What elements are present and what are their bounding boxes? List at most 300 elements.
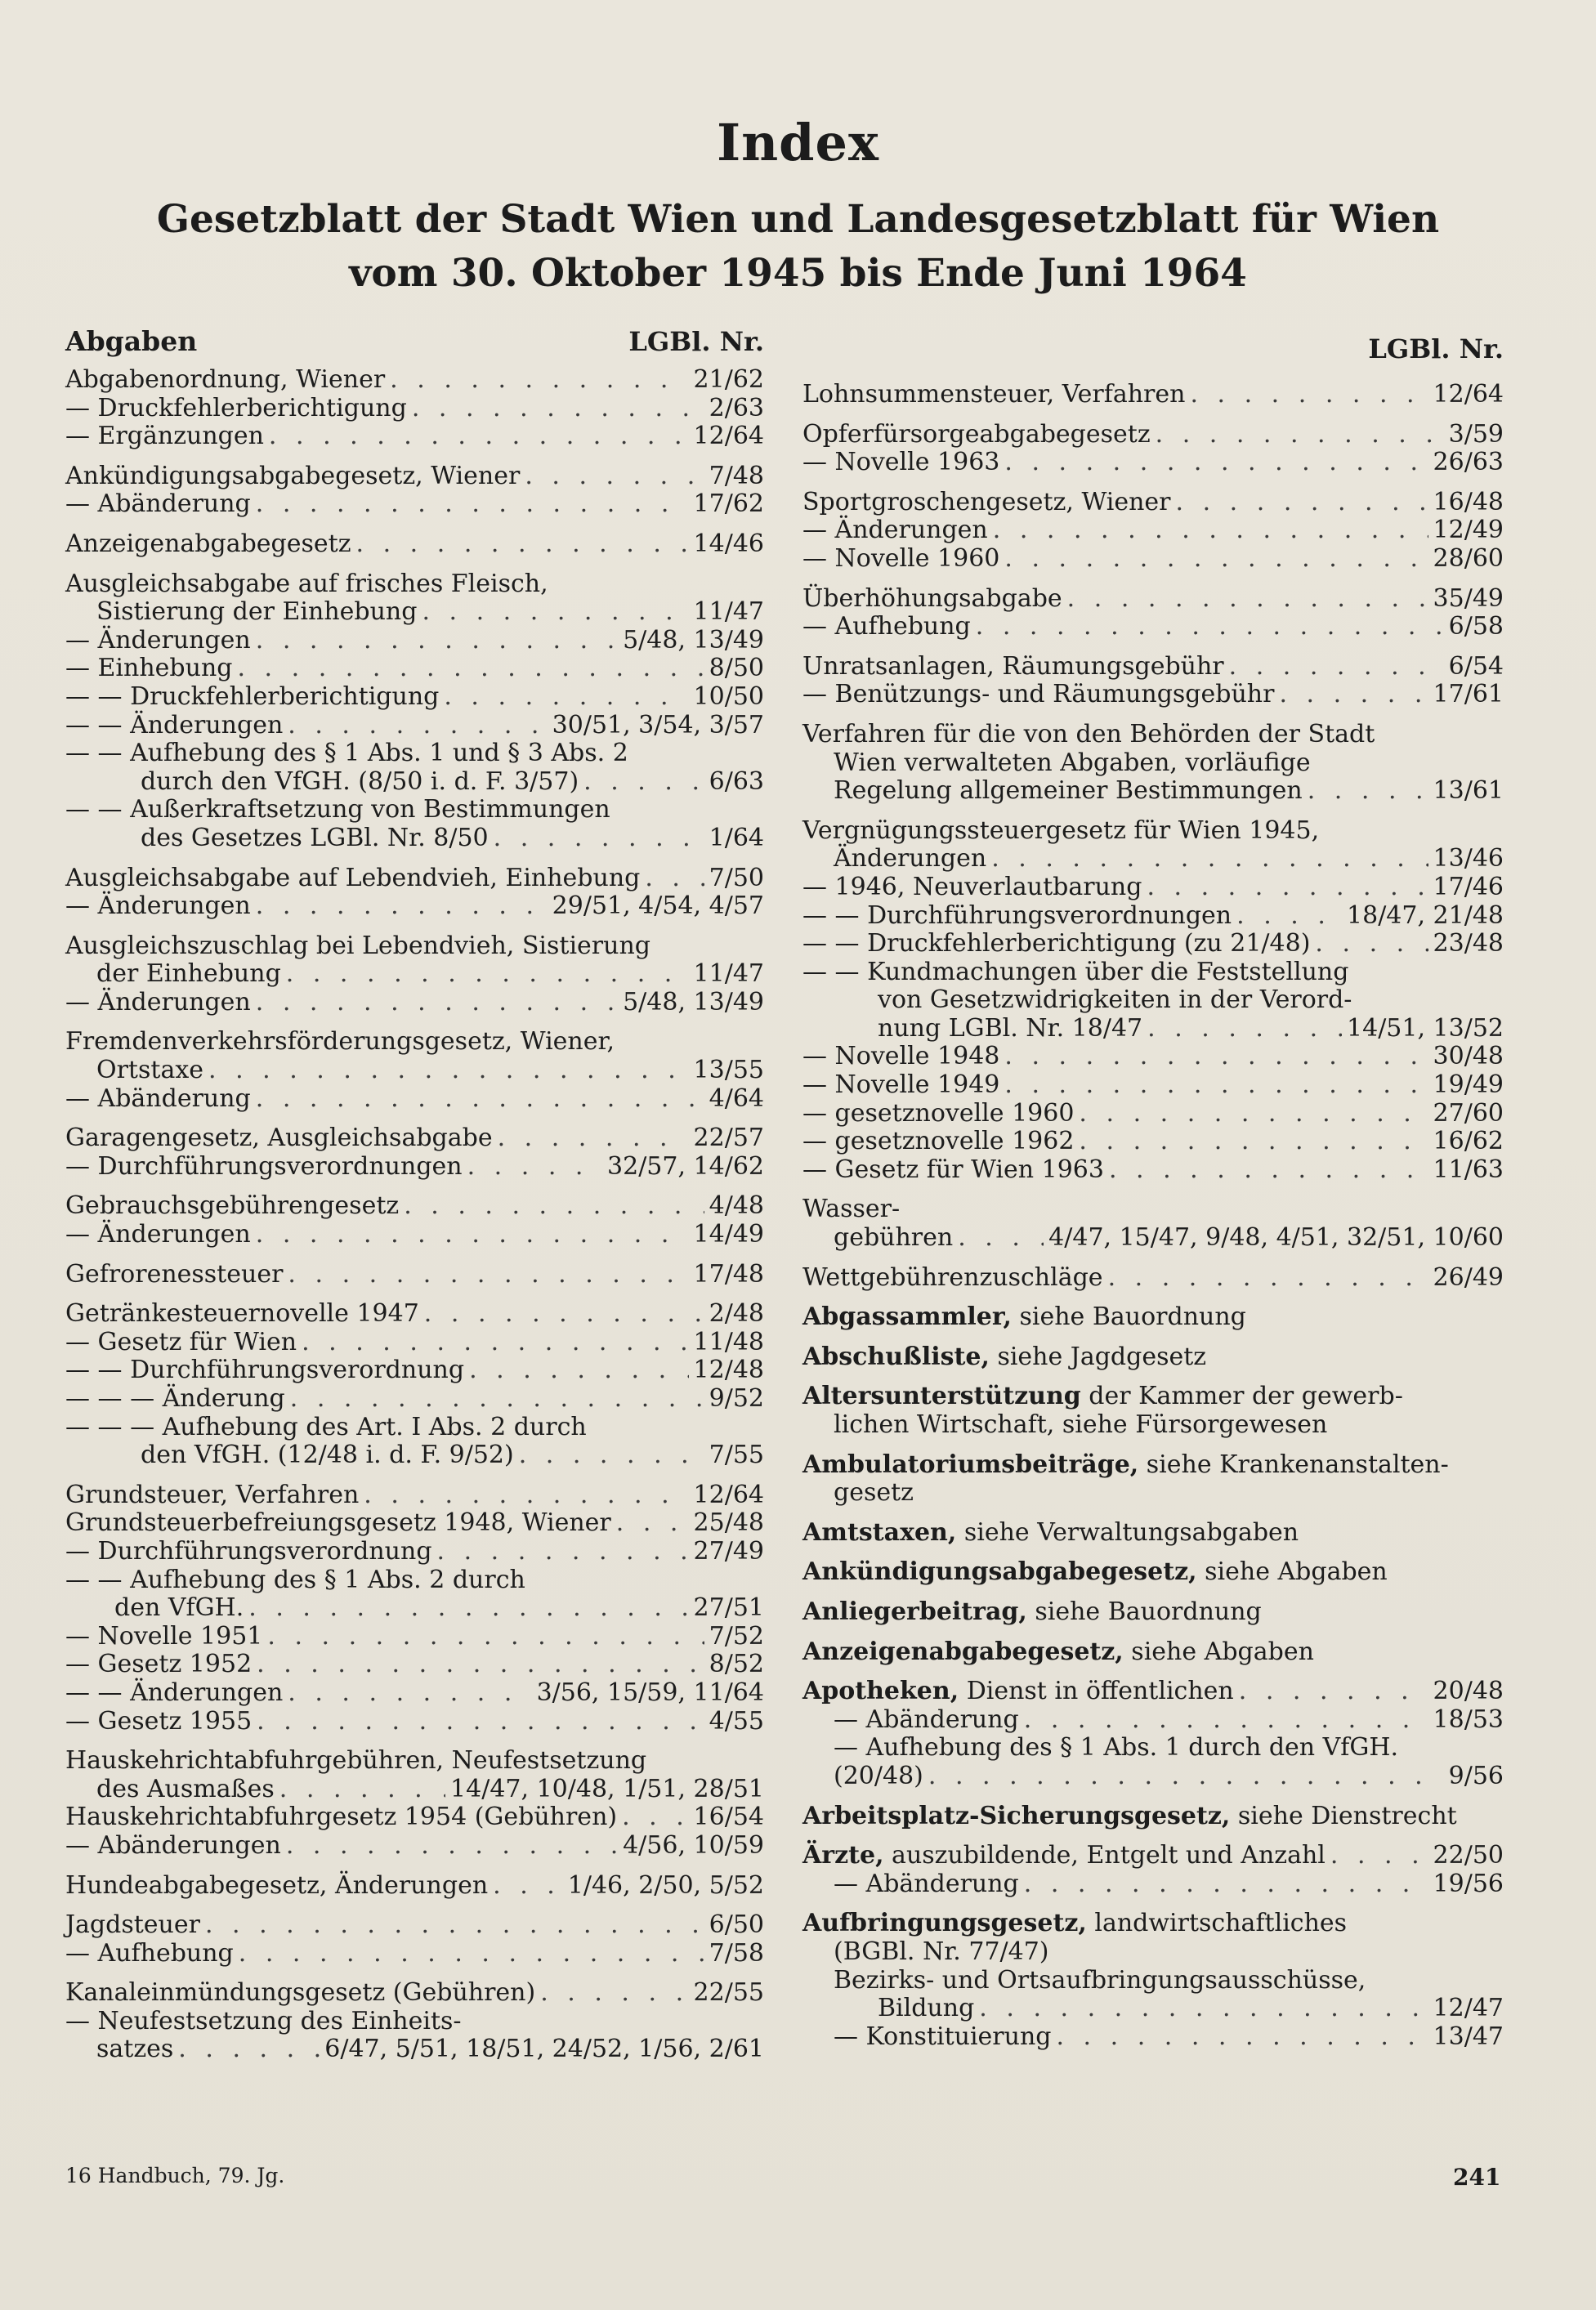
cross-reference-entry [802,1803,1504,1831]
entry-title: — — Druckfehlerberichtigung [65,681,440,711]
index-entry [802,902,1504,931]
dot-leader [208,1057,689,1085]
entry-title: (BGBl. Nr. 77/47) [834,1937,1049,1966]
entry-title: — Novelle 1948 [802,1042,1000,1071]
dot-leader [976,613,1444,641]
lgbl-number: 7/52 [709,1621,764,1651]
entry-group [65,1028,764,1113]
dot-leader [302,1329,688,1357]
index-entry [65,530,764,559]
dot-leader [390,366,688,395]
entry-title: — — Änderungen [65,710,284,739]
index-entry [65,1153,764,1182]
dot-leader [1004,1071,1428,1100]
dot-leader [1176,489,1428,517]
dot-leader [178,2035,320,2064]
lgbl-number: 3/56, 15/59, 11/64 [536,1678,764,1707]
entry-title: den VfGH. (12/48 i. d. F. 9/52) [141,1441,514,1470]
index-entry [802,1638,1504,1667]
entry-group [802,1264,1504,1293]
dot-leader [958,1224,1044,1253]
entry-title: — Durchführungsverordnung [65,1536,432,1566]
lgbl-number: 35/49 [1433,583,1504,613]
lgbl-number: 17/62 [693,489,764,519]
dot-leader [364,1481,688,1510]
dot-leader [1004,449,1428,477]
entry-reference: siehe Krankenanstalten- [1138,1450,1449,1479]
lgbl-number: 1/46, 2/50, 5/52 [567,1870,764,1900]
entry-title: — Abänderung [834,1705,1019,1734]
entry-keyword: Ankündigungsabgabegesetz, [802,1557,1197,1587]
dot-leader [444,683,688,712]
entry-title: — Benützungs- und Räumungsgebühr [802,680,1275,709]
dot-leader [467,1153,602,1182]
entry-title: Hundeabgabegesetz, Änderungen [65,1870,489,1900]
lgbl-number: 14/49 [693,1220,764,1249]
index-entry [65,1414,764,1442]
entry-title: (20/48) [834,1761,923,1790]
entry-title: — Änderungen [65,987,251,1016]
entry-title: des Gesetzes LGBl. Nr. 8/50 [141,823,489,852]
entry-keyword: Abgassammler, [802,1302,1012,1332]
index-entry [65,892,764,921]
index-entry [65,1300,764,1329]
index-entry [65,1192,764,1221]
dot-leader [239,1940,704,1968]
lgbl-number: 12/47 [1433,1994,1504,2023]
entry-title: durch den VfGH. (8/50 i. d. F. 3/57) [141,766,579,796]
lgbl-number: 30/51, 3/54, 3/57 [552,710,764,739]
lgbl-number: 12/64 [1433,380,1504,409]
entry-continuation: lichen Wirtschaft, siehe Fürsorgewesen [834,1410,1328,1439]
index-entry [65,1679,764,1708]
index-entry [802,1938,1504,1967]
entry-title: — — Außerkraftsetzung von Bestimmungen [65,795,610,824]
lgbl-number: 23/48 [1433,929,1504,958]
entry-group [65,366,764,451]
dot-leader [1079,1100,1428,1128]
entry-title: Überhöhungsabgabe [802,583,1062,613]
entry-title: — Ergänzungen [65,422,264,451]
index-entry [802,1043,1504,1071]
dot-leader [993,516,1428,545]
entry-title: — Konstituierung [834,2022,1052,2051]
entry-title: — Änderungen [65,625,251,655]
index-entry [65,932,764,961]
entry-title: — Abänderungen [65,1830,281,1860]
index-entry [802,1519,1504,1548]
entry-title: — gesetznovelle 1962 [802,1127,1075,1156]
entry-reference: siehe Dienstrecht [1230,1801,1457,1830]
lgbl-number: 11/63 [1433,1155,1504,1184]
lgbl-number: 16/54 [693,1803,764,1832]
dot-leader [1004,1043,1428,1071]
lgbl-number: 2/63 [709,393,764,422]
index-entry [65,989,764,1017]
dot-leader [469,1356,688,1385]
dot-leader [1004,545,1428,574]
index-entry [65,1481,764,1510]
index-entry [65,1441,764,1470]
lgbl-number: 7/50 [709,863,764,892]
entry-title: Lohnsummensteuer, Verfahren [802,380,1186,409]
index-entry [802,1598,1504,1627]
dot-leader [424,1300,704,1329]
index-entry [65,2008,764,2036]
index-entry [65,1708,764,1736]
index-entry [65,1509,764,1538]
index-entry [65,1566,764,1595]
entry-group [802,381,1504,409]
lgbl-number: 12/48 [693,1356,764,1385]
entry-title: Garagengesetz, Ausgleichsabgabe [65,1124,493,1153]
cross-reference-entry [802,1383,1504,1439]
dot-leader [288,1679,531,1708]
dot-leader [256,490,689,519]
dot-leader [1067,585,1428,614]
entry-group [65,932,764,1017]
entry-group [65,1872,764,1901]
cross-reference-entry [802,1598,1504,1627]
entry-text: auszubildende, Entgelt und Anzahl [883,1841,1326,1870]
entry-title: Bildung [878,1994,975,2023]
dot-leader [256,1221,689,1249]
dot-leader [412,395,704,423]
cross-reference-entry [802,1558,1504,1587]
index-entry [65,1911,764,1940]
entry-title: Getränkesteuernovelle 1947 [65,1299,419,1329]
dot-leader [404,1192,704,1221]
index-entry [802,1734,1504,1763]
index-entry [65,1594,764,1623]
index-entry [65,655,764,683]
entry-group [65,1124,764,1181]
index-entry [802,1156,1504,1185]
dot-leader [928,1763,1444,1791]
dot-leader [540,1979,688,2008]
entry-title: — Einhebung [65,654,233,683]
index-entry [65,1832,764,1861]
entry-title: — Druckfehlerberichtigung [65,393,407,422]
lgbl-number: 5/48, 13/49 [623,987,764,1016]
entry-title: — — Aufhebung des § 1 Abs. 2 durch [65,1565,525,1594]
index-entry [802,1842,1504,1870]
index-entry [65,1124,764,1153]
right-column [802,325,1504,2062]
index-entry [802,874,1504,902]
lgbl-number: 13/46 [1433,844,1504,874]
dot-leader [1330,1842,1428,1870]
entry-title: — — Durchführungsverordnung [65,1356,465,1385]
entry-title: der Einhebung [96,959,281,989]
entry-keyword: Altersunterstützung [802,1382,1081,1411]
entry-group [802,653,1504,709]
lgbl-number: 4/56, 10/59 [623,1830,764,1860]
entry-title: Sistierung der Einhebung [96,597,418,627]
index-entry [65,1651,764,1679]
entry-title: Unratsanlagen, Räumungsgebühr [802,651,1224,681]
lgbl-number: 6/58 [1448,612,1504,641]
index-entry [65,1623,764,1651]
entry-keyword: Anzeigenabgabegesetz, [802,1637,1124,1666]
index-entry [65,960,764,989]
lgbl-number: 30/48 [1433,1042,1504,1071]
dot-leader [256,1085,704,1114]
entry-keyword: Amtstaxen, [802,1517,957,1547]
entry-title: Gefrorenessteuer [65,1259,284,1289]
index-entry [802,545,1504,574]
entry-group [65,1192,764,1249]
entry-group [65,1261,764,1289]
lgbl-number: 27/49 [693,1536,764,1566]
dot-leader [1279,681,1428,709]
lgbl-number: 14/51, 13/52 [1347,1013,1504,1043]
lgbl-number: 21/62 [693,365,764,394]
lgbl-number: 4/47, 15/47, 9/48, 4/51, 32/51, 10/60 [1048,1223,1504,1253]
entry-title: nung LGBl. Nr. 18/47 [878,1013,1143,1043]
entry-reference: siehe Jagdgesetz [989,1342,1207,1371]
index-entry [65,598,764,627]
index-entry [802,516,1504,545]
index-entry [65,627,764,655]
lgbl-number: 8/50 [709,654,764,683]
index-entry [65,395,764,423]
entry-group [802,1842,1504,1898]
index-entry [802,1224,1504,1253]
index-entry [802,1763,1504,1791]
entry-keyword: Abschußliste, [802,1342,990,1371]
index-entry [802,449,1504,477]
dot-leader [1024,1870,1428,1899]
entry-title [802,1910,1347,1938]
index-entry [802,1967,1504,1995]
entry-title: Jagdsteuer [65,1910,200,1940]
index-entry [802,1870,1504,1899]
lgbl-number: 6/47, 5/51, 18/51, 24/52, 1/56, 2/61 [324,2035,764,2064]
entry-group [802,489,1504,574]
dot-leader [290,1385,704,1414]
index-entry [65,2035,764,2064]
entry-group [65,462,764,519]
index-entry [65,1028,764,1057]
index-entry [65,1221,764,1249]
entry-title: — Änderungen [65,891,251,921]
dot-leader [256,627,618,655]
lgbl-number: 6/54 [1448,651,1504,681]
entry-keyword: Ärzte, [802,1841,884,1870]
entry-title: — Novelle 1949 [802,1070,1000,1100]
dot-leader [437,1538,689,1566]
entry-reference: siehe Verwaltungsabgaben [956,1517,1299,1547]
lgbl-number: 17/46 [1433,872,1504,901]
lgbl-number: 29/51, 4/54, 4/57 [552,891,764,921]
index-entry [802,1071,1504,1100]
entry-title: den VfGH. [114,1593,244,1623]
entry-title: Vergnügungssteuergesetz für Wien 1945, [802,815,1320,845]
right-column-header [802,325,1504,381]
entry-group [802,1678,1504,1790]
index-entry [802,381,1504,409]
dot-leader [256,892,548,921]
entry-title: Opferfürsorgeabgabegesetz [802,419,1151,449]
index-entry [65,739,764,768]
entry-title: Kanaleinmündungsgesetz (Gebühren) [65,1978,536,2008]
entry-title: — — Aufhebung des § 1 Abs. 1 und § 3 Abs. 2 [65,739,628,768]
lgbl-number: 10/50 [693,681,764,711]
index-entry [802,749,1504,778]
cross-reference-entry [802,1638,1504,1667]
dot-leader [256,989,618,1017]
index-entry [65,1356,764,1385]
dot-leader [519,1441,704,1470]
entry-title [802,1842,1326,1870]
page-title: Index [717,113,879,172]
entry-title: von Gesetzwidrigkeiten in der Verord- [878,985,1352,1015]
dot-leader [1056,2023,1428,2052]
index-entry [802,1451,1504,1480]
entry-title: des Ausmaßes [96,1774,275,1803]
lgbl-number: 9/56 [1448,1761,1504,1790]
index-entry [802,2023,1504,2052]
cross-reference-entry [802,1343,1504,1372]
lgbl-number: 8/52 [709,1650,764,1679]
index-entry [65,462,764,491]
index-entry [802,1383,1504,1411]
index-entry [65,1329,764,1357]
lgbl-number: 4/55 [709,1706,764,1736]
lgbl-number: 18/47, 21/48 [1347,900,1504,930]
entry-title: — 1946, Neuverlautbarung [802,872,1142,901]
index-entry [802,1706,1504,1735]
right-entry-list [802,381,1504,2051]
entry-title: — — Kundmachungen über die Feststellung [802,957,1349,986]
entry-title: satzes [96,2035,174,2064]
lgbl-number: 14/47, 10/48, 1/51, 28/51 [450,1774,764,1803]
entry-title: Grundsteuer, Verfahren [65,1480,360,1509]
entry-title: — Gesetz 1952 [65,1650,253,1679]
dot-leader [269,422,689,451]
index-entry [802,845,1504,874]
entry-title [802,1678,1234,1706]
page-number: 241 [1453,2164,1501,2191]
dot-leader [979,1995,1428,2023]
dot-leader [991,845,1428,874]
entry-title: Ausgleichsabgabe auf frisches Fleisch, [65,569,548,598]
entry-group [65,865,764,921]
dot-leader [1079,1128,1428,1156]
lgbl-number: 12/64 [693,422,764,451]
entry-title: — Novelle 1963 [802,448,1000,477]
dot-leader [525,462,704,491]
index-entry [802,613,1504,641]
entry-title: Ortstaxe [96,1056,204,1085]
entry-keyword: Aufbringungsgesetz, [802,1909,1087,1938]
entry-title: — Gesetz 1955 [65,1706,253,1736]
entry-title: Sportgroschengesetz, Wiener [802,487,1171,516]
lgbl-number: 16/48 [1433,487,1504,516]
dot-leader [1315,930,1428,958]
index-entry [802,958,1504,987]
entry-title: — Novelle 1951 [65,1621,263,1651]
index-entry [802,1995,1504,2023]
lgbl-number: 13/55 [693,1056,764,1085]
entry-title: — Aufhebung [65,1938,234,1968]
index-entry [802,421,1504,449]
lgbl-number: 3/59 [1448,419,1504,449]
index-entry [65,1085,764,1114]
dot-leader [286,1832,618,1861]
lgbl-number: 25/48 [693,1508,764,1538]
lgbl-number: 22/50 [1433,1841,1504,1870]
entry-title: — Durchführungsverordnungen [65,1151,463,1181]
index-entry [65,796,764,824]
entry-title: — — Druckfehlerberichtigung (zu 21/48) [802,929,1311,958]
dot-leader [1190,381,1428,409]
index-entry [802,1128,1504,1156]
entry-title: Verfahren für die von den Behörden der Stadt [802,719,1375,748]
entry-title: — Aufhebung [802,612,971,641]
entry-title: Änderungen [834,844,987,874]
index-entry [802,1264,1504,1293]
left-column [65,325,764,2075]
lgbl-number: 27/51 [693,1593,764,1623]
entry-keyword: Ambulatoriumsbeiträge, [802,1450,1139,1479]
lgbl-nr-heading: LGBl. Nr. [628,326,764,357]
entry-title: — Änderungen [65,1220,251,1249]
dot-leader [288,712,547,740]
entry-title: gebühren [834,1223,954,1253]
dot-leader [1109,1156,1428,1185]
entry-title: Ausgleichsabgabe auf Lebendvieh, Einhebung [65,863,641,892]
entry-group [802,1910,1504,2051]
entry-title: — Gesetz für Wien 1963 [802,1155,1104,1184]
entry-title: Ankündigungsabgabegesetz, Wiener [65,461,521,490]
dot-leader [288,1261,688,1289]
dot-leader [257,1651,704,1679]
index-entry [802,1343,1504,1372]
lgbl-number: 12/49 [1433,516,1504,545]
index-entry [65,683,764,712]
section-heading: Abgaben [65,325,198,357]
lgbl-number: 27/60 [1433,1098,1504,1128]
index-entry [65,824,764,853]
entry-keyword: Arbeitsplatz-Sicherungsgesetz, [802,1801,1231,1830]
entry-group [65,570,764,853]
entry-group [65,1911,764,1968]
entry-group [65,1300,764,1470]
index-entry [802,1303,1504,1332]
index-entry [65,712,764,740]
entry-title: Regelung allgemeiner Bestimmungen [834,776,1303,806]
index-entry [802,1910,1504,1938]
entry-reference: siehe Abgaben [1196,1557,1388,1587]
index-entry [65,366,764,395]
lgbl-number: 4/48 [709,1191,764,1221]
index-entry [65,422,764,451]
lgbl-number: 22/57 [693,1124,764,1153]
entry-group [802,1195,1504,1252]
lgbl-number: 26/63 [1433,448,1504,477]
lgbl-number: 22/55 [693,1978,764,2008]
lgbl-number: 7/58 [709,1938,764,1968]
lgbl-number: 32/57, 14/62 [607,1151,764,1181]
dot-leader [422,598,688,627]
lgbl-number: 19/56 [1433,1869,1504,1898]
index-entry [802,1100,1504,1128]
dot-leader [1229,653,1444,681]
lgbl-number: 17/48 [693,1259,764,1289]
lgbl-number: 28/60 [1433,543,1504,573]
